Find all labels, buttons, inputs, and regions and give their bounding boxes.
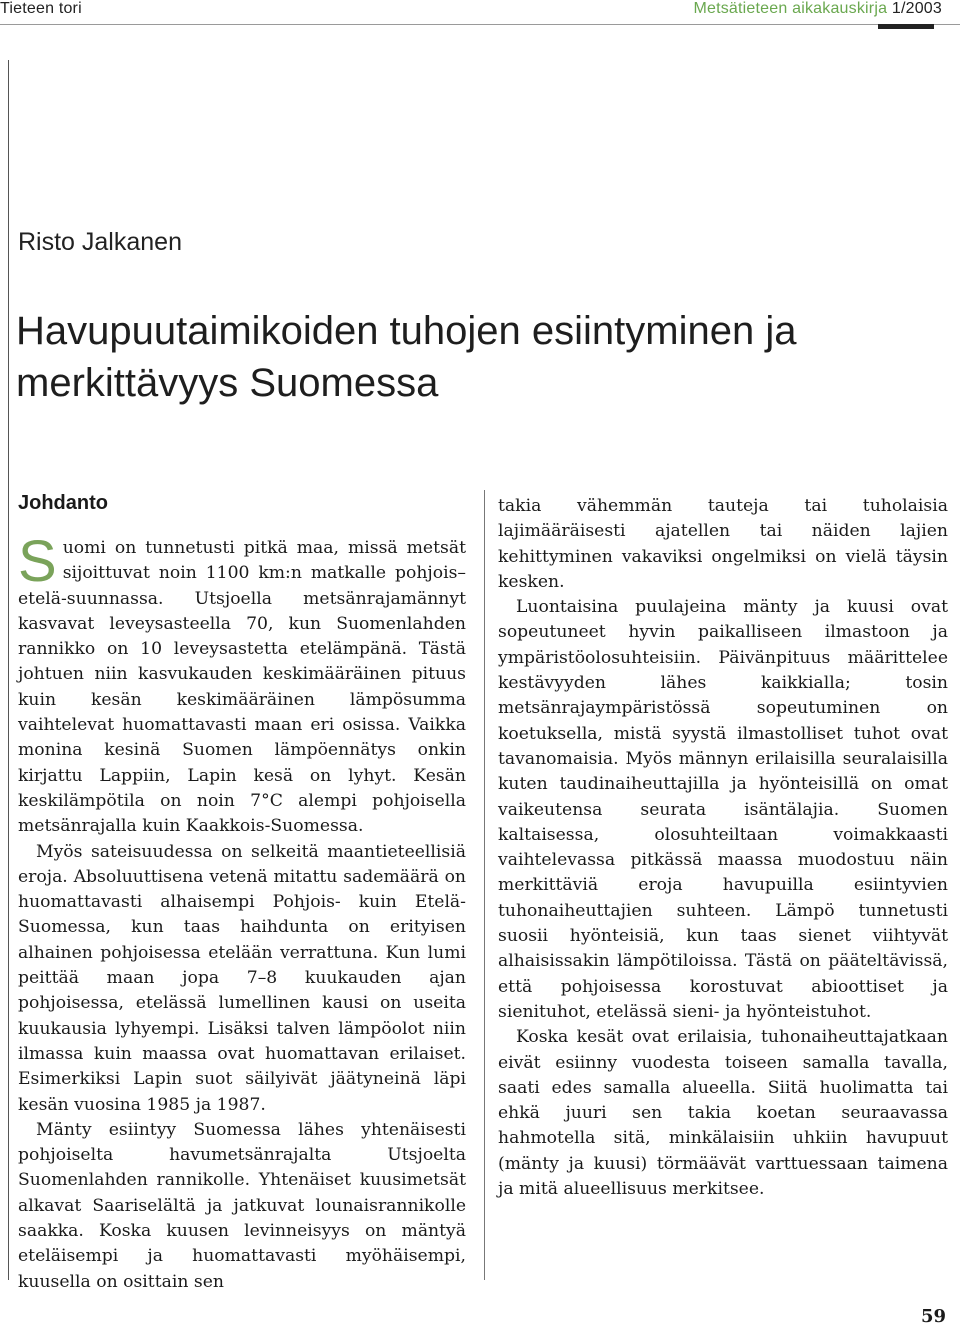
header-rule [0, 24, 960, 25]
journal-issue: 1/2003 [891, 0, 942, 17]
author-name: Risto Jalkanen [18, 228, 182, 256]
left-column [18, 490, 466, 1295]
paragraph-1-text: uomi on tunnetusti pitkä maa, missä metsät sijoittuvat noin 1100 km:n matkalle pohjois–etelä-suunnassa. Utsjoella metsänrajamännyt kasvavat leveysasteella 70, kun Suomenlahden rannikko on 10 leveysastetta etelämpänä. Tästä johtuen niin kasvukauden keskimääräinen pituus kuin kesän keskimääräinen lämpösumma vaihtelevat huomattavasti maan eri osissa. Vaikka monina kesinä Suomen lämpöennätys onkin kirjattu Lappiin, Lapin kesä on lyhyt. Kesän keskilämpötila on noin 7°C alempi pohjoisella metsänrajalla kuin Kaakkois-Suomessa. [18, 538, 466, 837]
paragraph-4: takia vähemmän tauteja tai tuholaisia lajimääräisesti ajatellen tai näiden lajien kehittyminen vakaviksi ongelmiksi on vielä täysin kesken. [498, 496, 948, 592]
header-accent-bar [878, 24, 934, 29]
running-head-journal [693, 0, 942, 18]
paragraph-1 [18, 529, 466, 840]
paragraph-2: Myös sateisuudessa on selkeitä maantieteellisiä eroja. Absoluuttisena vetenä mitattu sademäärä on huomattavasti alhaisempi Pohjois- kuin Etelä-Suomessa, kun taas haihdunta on erityisen alhainen pohjoisessa etelään verrattuna. Kun lumi peittää maan jopa 7–8 kuukauden ajan pohjoisessa, etelässä lumellinen kausi on useita kuukausia lyhyempi. Lisäksi talven lämpöolot niin ilmassa kuin maassa ovat huomattavan erilaiset. Esimerkiksi Lapin suot säilyivät jäätyneinä läpi kesän vuosina 1985 ja 1987. [18, 841, 466, 1115]
paragraph-6: Koska kesät ovat erilaisia, tuhonaiheuttajatkaan eivät esiinny vuodesta toiseen samalla tavalla, saati edes samalla alueella. Siitä huolimatta tai ehkä juuri sen takia koetan seuraavassa hahmotella sitä, minkälaisiin uhkiin havupuut (mänty ja kuusi) törmäävät varttuessaan taimena ja mitä alueellisuus merkitsee. [498, 1027, 948, 1200]
right-column [498, 494, 948, 1202]
column-divider [484, 490, 485, 1280]
left-margin-rule [8, 60, 9, 1280]
running-head-section: Tieteen tori [0, 0, 82, 17]
section-heading: Johdanto [18, 492, 108, 514]
page-number: 59 [920, 1306, 946, 1327]
journal-name: Metsätieteen aikakauskirja [693, 0, 888, 17]
paragraph-5: Luontaisina puulajeina mänty ja kuusi ovat sopeutuneet hyvin paikalliseen ilmastoon ja ympäristöolosuhteisiin. Päivänpituus määrittelee kestävyyden lähes kaikkialla; tosin metsänrajaympäristössä sopeutuminen on koetuksella, mistä syystä ilmastolliset tuhot ovat tavanomaisia. Myös männyn erilaisilla seuralaisilla kuten taudinaiheuttajilla ja hyönteisillä on omat vaikeutensa seurata isäntälajia. Suomen kaltaisessa, olosuhteiltaan voimakkaasti vaihtelevassa pitkässä maassa muodostuu näin merkittäviä eroja havupuilla esiintyvien tuhonaiheuttajien suhteen. Lämpö tunnetusti suosii hyönteisiä, kun taas sienet viihtyvät alhaisissakin lämpötiloissa. Tästä on pääteltävissä, että pohjoisessa korostuvat abioottiset ja sienituhot, etelässä sieni- ja hyönteistuhot. [498, 597, 948, 1022]
paragraph-3: Mänty esiintyy Suomessa lähes yhtenäisesti pohjoiselta havumetsänrajalta Utsjoelta Suomenlahden rannikolle. Yhtenäiset kuusimetsät alkavat Saariselältä ja jatkuvat lounaisrannikolle saakka. Koska kuusen levinneisyys on mäntyä eteläisempi ja huomattavasti myöhäisempi, kuusella on osittain sen [18, 1119, 466, 1292]
article-title: Havupuutaimikoiden tuhojen esiintyminen ja merkittävyys Suomessa [16, 309, 797, 405]
dropcap-letter: S [18, 529, 57, 594]
